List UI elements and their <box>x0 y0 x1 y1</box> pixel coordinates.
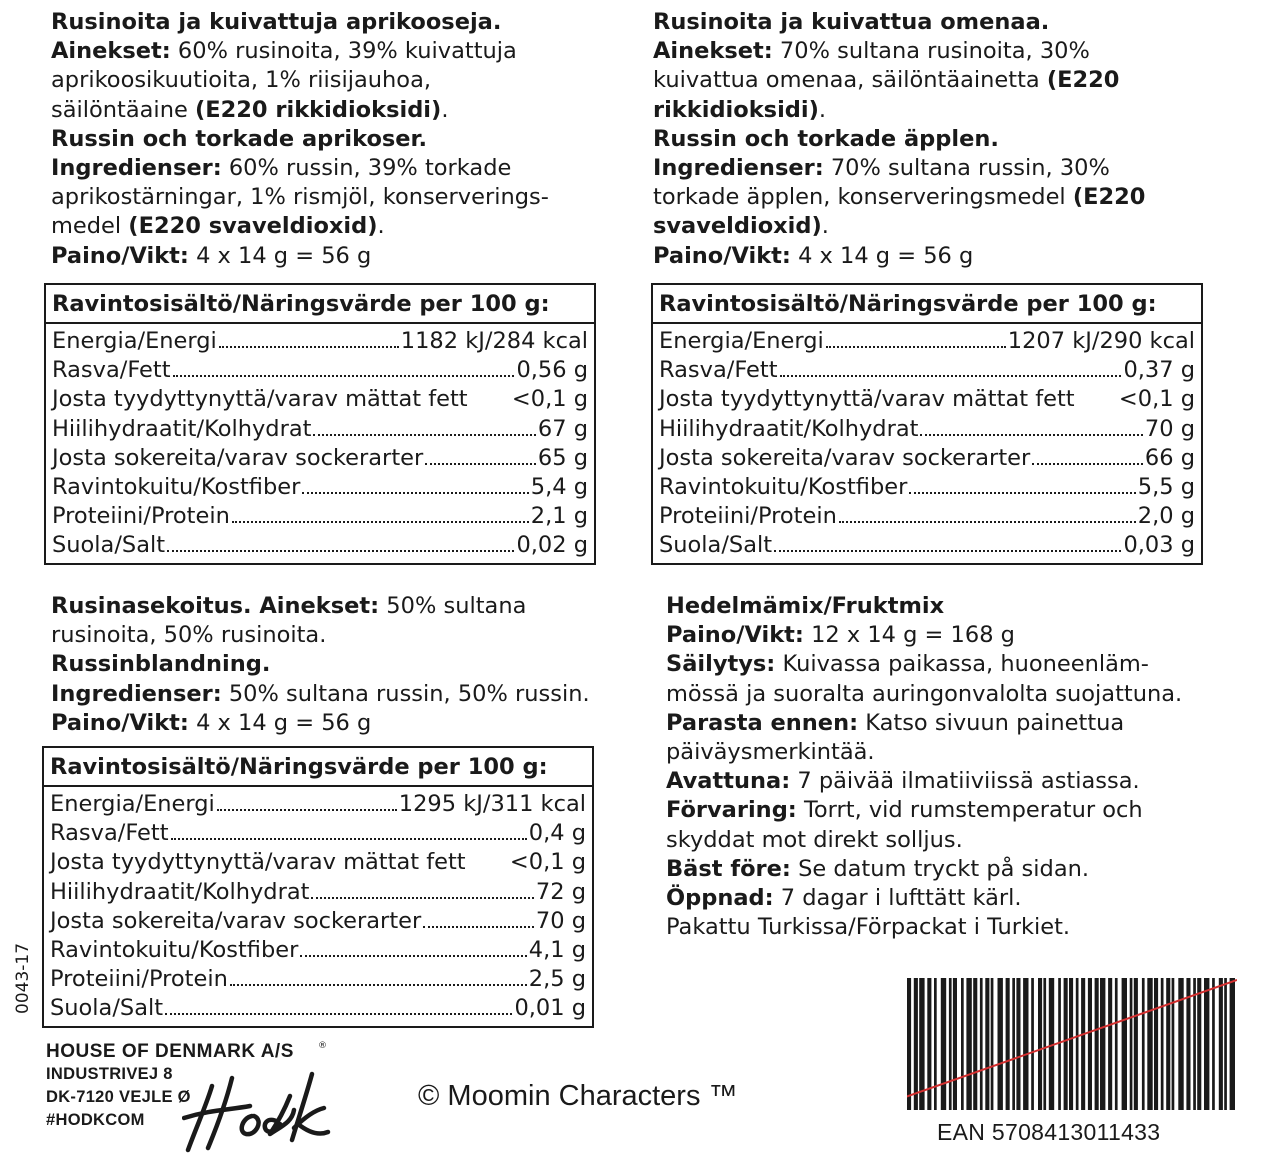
punct: . <box>441 96 449 123</box>
barcode-bar <box>1204 978 1209 1110</box>
nutrition-row-saturated <box>52 385 588 414</box>
nutrient-value: 0,4 g <box>528 820 586 847</box>
barcode-bar <box>1130 978 1133 1110</box>
dot-leader <box>774 550 1121 552</box>
storage-text: mössä ja suoralta auringonvalolta suojattuna. <box>666 680 1183 707</box>
best-before-text: Se datum tryckt på sidan. <box>790 855 1090 882</box>
ingredients-text: 60% rusinoita, 39% kuivattuja <box>170 38 517 65</box>
additive: svaveldioxid) <box>653 213 822 240</box>
ingredients-text: 50% sultana russin, 50% russin. <box>221 680 590 707</box>
barcode-bar <box>991 978 994 1110</box>
nutrition-heading: Ravintosisältö/Näringsvärde per 100 g: <box>44 748 592 787</box>
barcode-bar <box>941 978 946 1110</box>
ingredients-text: 60% russin, 39% torkade <box>221 155 512 182</box>
ingredients-text: kuivattua omenaa, säilöntäainetta <box>653 67 1047 94</box>
nutrition-row-salt <box>52 531 588 560</box>
dot-leader <box>219 346 399 348</box>
nutrition-row-carbs <box>50 878 586 907</box>
barcode-bar <box>1038 978 1042 1110</box>
best-before-label: Bäst före: <box>666 855 791 882</box>
barcode-bar <box>1031 978 1034 1110</box>
ingredients-label: Ainekset: <box>653 38 773 65</box>
barcode-bar <box>1134 978 1138 1110</box>
barcode-bar <box>973 978 977 1110</box>
nutrition-row-saturated <box>659 385 1195 414</box>
nutrient-label: Rasva/Fett <box>52 357 171 384</box>
address-line: INDUSTRIVEJ 8 <box>46 1065 173 1083</box>
nutrient-value: 72 g <box>535 878 586 905</box>
nutrient-value: 2,5 g <box>528 966 586 993</box>
company-name: HOUSE OF DENMARK A/S <box>46 1041 294 1062</box>
nutrition-row-saturated <box>50 848 586 877</box>
storage-text: Kuivassa paikassa, huoneenläm- <box>775 651 1149 678</box>
dot-leader <box>423 926 534 928</box>
fruitmix-info <box>666 592 1236 942</box>
dot-leader <box>425 463 536 465</box>
nutrition-heading: Ravintosisältö/Näringsvärde per 100 g: <box>46 285 594 324</box>
weight-value: 4 x 14 g = 56 g <box>790 242 974 269</box>
barcode-bar <box>934 978 937 1110</box>
apricot-product-text <box>51 8 591 271</box>
nutrient-label: Josta sokereita/varav sockerarter <box>52 444 424 471</box>
barcode-bar <box>1147 978 1152 1110</box>
barcode-bar <box>1166 978 1170 1110</box>
barcode-bar <box>1178 978 1183 1110</box>
additive: (E220 rikkidioksidi) <box>194 96 442 123</box>
nutrition-row-salt <box>659 531 1195 560</box>
weight-label: Paino/Vikt: <box>51 242 189 269</box>
nutrition-row-carbs <box>659 415 1195 444</box>
nutrient-value: 0,02 g <box>516 532 588 559</box>
nutrient-value: 0,03 g <box>1123 532 1195 559</box>
barcode-bar <box>1230 978 1235 1110</box>
barcode-bar <box>1212 978 1215 1110</box>
packed-in-text: Pakattu Turkissa/Förpackat i Turkiet. <box>666 914 1071 941</box>
fruitmix-title: Hedelmämix/Fruktmix <box>666 593 945 619</box>
nutrition-table-raisin-mix <box>42 746 594 1028</box>
ingredients-text: säilöntäaine <box>51 96 195 123</box>
nutrient-value: 0,56 g <box>516 357 588 384</box>
nutrient-label: Ravintokuitu/Kostfiber <box>52 473 301 500</box>
barcode-bar <box>927 978 931 1110</box>
barcode-bar <box>1219 978 1223 1110</box>
nutrient-label: Energia/Energi <box>50 791 215 817</box>
dot-leader <box>909 492 1135 494</box>
weight-value: 12 x 14 g = 168 g <box>803 622 1015 649</box>
ean-barcode <box>907 978 1237 1113</box>
punct: . <box>818 96 827 123</box>
nutrient-label: Energia/Energi <box>52 328 217 354</box>
apple-sv-title: Russin och torkade äpplen. <box>653 125 999 152</box>
opened-text: 7 päivää ilmatiiviissä astiassa. <box>790 768 1140 795</box>
barcode-bar <box>1108 978 1112 1110</box>
nutrition-row-fat <box>50 819 586 848</box>
hashtag: #HODKCOM <box>46 1111 145 1129</box>
opened-label: Öppnad: <box>666 885 774 912</box>
nutrient-value: 5,5 g <box>1137 473 1195 500</box>
weight-value: 4 x 14 g = 56 g <box>188 242 372 269</box>
dot-leader <box>217 809 397 811</box>
ingredients-label: Ingredienser: <box>51 155 222 182</box>
additive: rikkidioksidi) <box>653 96 819 123</box>
dot-leader <box>232 521 529 523</box>
barcode-bar <box>907 978 911 1110</box>
nutrient-label: Suola/Salt <box>659 532 773 559</box>
nutrition-row-energy <box>52 327 588 356</box>
nutrient-value: 0,01 g <box>514 995 586 1022</box>
raisin-mix-title: Rusinasekoitus. <box>51 593 252 619</box>
barcode-bar <box>1043 978 1046 1110</box>
nutrient-label: Josta sokereita/varav sockerarter <box>659 444 1031 471</box>
nutrition-row-protein <box>659 502 1195 531</box>
nutrient-label: Josta tyydyttynyttä/varav mättat fett <box>50 849 466 876</box>
nutrient-value: 66 g <box>1144 444 1195 471</box>
product-code: 0043-17 <box>13 942 33 1014</box>
nutrition-row-fat <box>52 356 588 385</box>
dot-leader <box>839 521 1136 523</box>
dot-leader <box>1032 463 1143 465</box>
opened-text: 7 dagar i lufttätt kärl. <box>773 885 1022 912</box>
nutrition-row-fibre <box>659 473 1195 502</box>
barcode-bar <box>961 978 964 1110</box>
best-before-text: päiväysmerkintää. <box>666 739 875 766</box>
dot-leader <box>167 550 514 552</box>
nutrient-value: 2,1 g <box>530 503 588 530</box>
ingredients-label: Ingredienser: <box>653 155 824 182</box>
nutrition-row-energy <box>50 790 586 819</box>
nutrition-row-protein <box>52 502 588 531</box>
dot-leader <box>826 346 1006 348</box>
storage-text: skyddat mot direkt solljus. <box>666 826 963 853</box>
additive: (E220 <box>1072 184 1146 211</box>
nutrition-row-fibre <box>52 473 588 502</box>
apple-title: Rusinoita ja kuivattua omenaa. <box>653 9 1050 35</box>
barcode-bar <box>1193 978 1196 1110</box>
nutrient-label: Josta tyydyttynyttä/varav mättat fett <box>52 386 468 413</box>
nutrient-label: Proteiini/Protein <box>50 966 228 993</box>
barcode-bar <box>1172 978 1175 1110</box>
nutrient-value: <0,1 g <box>509 849 586 876</box>
nutrition-rows <box>653 324 1201 561</box>
weight-label: Paino/Vikt: <box>666 622 804 649</box>
barcode-bar <box>1224 978 1227 1110</box>
nutrient-value: 1295 kJ/311 kcal <box>398 791 586 817</box>
nutrition-rows <box>44 787 592 1024</box>
raisin-mix-product-text <box>51 592 611 738</box>
raisin-mix-sv-title: Russinblandning. <box>51 651 271 678</box>
barcode-bar <box>1115 978 1118 1110</box>
dot-leader <box>165 1013 512 1015</box>
punct: . <box>377 213 385 240</box>
nutrient-label: Hiilihydraatit/Kolhydrat <box>52 415 312 442</box>
nutrient-label: Suola/Salt <box>50 995 164 1022</box>
nutrition-heading: Ravintosisältö/Näringsvärde per 100 g: <box>653 285 1201 324</box>
dot-leader <box>171 838 527 840</box>
dot-leader <box>311 897 533 899</box>
nutrient-label: Hiilihydraatit/Kolhydrat <box>50 878 310 905</box>
ingredients-label: Ainekset: <box>251 593 380 619</box>
address-line: DK-7120 VEJLE Ø <box>46 1088 191 1106</box>
ingredients-text: torkade äpplen, konserveringsmedel <box>653 184 1073 211</box>
barcode-bar <box>1197 978 1201 1110</box>
barcode-bar <box>1122 978 1127 1110</box>
barcode-bar <box>1088 978 1092 1110</box>
nutrient-label: Energia/Energi <box>659 328 824 354</box>
best-before-text: Katso sivuun painettua <box>858 709 1125 736</box>
best-before-label: Parasta ennen: <box>666 709 859 736</box>
weight-label: Paino/Vikt: <box>653 242 791 269</box>
nutrient-label: Josta tyydyttynyttä/varav mättat fett <box>659 386 1075 413</box>
copyright-notice: © Moomin Characters ™ <box>418 1080 738 1112</box>
ingredients-text: aprikostärningar, 1% rismjöl, konserverings- <box>51 184 549 211</box>
nutrient-label: Ravintokuitu/Kostfiber <box>659 473 908 500</box>
barcode-bar <box>1161 978 1164 1110</box>
additive: (E220 <box>1046 67 1120 94</box>
barcode-bar <box>914 978 918 1110</box>
dot-leader <box>230 984 527 986</box>
punct: . <box>821 213 829 240</box>
registered-mark: ® <box>318 1041 327 1051</box>
nutrient-label: Ravintokuitu/Kostfiber <box>50 936 299 963</box>
nutrition-table-apricot <box>44 283 596 565</box>
barcode-bar <box>1069 978 1073 1110</box>
apple-product-text <box>653 8 1213 271</box>
dot-leader <box>313 434 535 436</box>
ean-number: EAN 5708413011433 <box>937 1119 1161 1145</box>
weight-label: Paino/Vikt: <box>51 709 189 736</box>
dot-leader <box>300 955 526 957</box>
ingredients-text: aprikoosikuutioita, 1% riisijauhoa, <box>51 67 432 94</box>
dot-leader <box>173 375 515 377</box>
barcode-bar <box>953 978 957 1110</box>
storage-label: Förvaring: <box>666 797 797 824</box>
nutrient-value: 0,37 g <box>1123 357 1195 384</box>
nutrient-value: 4,1 g <box>528 936 586 963</box>
barcode-bar <box>1142 978 1145 1110</box>
opened-label: Avattuna: <box>666 768 791 795</box>
nutrition-row-fibre <box>50 936 586 965</box>
nutrient-label: Rasva/Fett <box>659 357 778 384</box>
nutrition-table-apple <box>651 283 1203 565</box>
ingredients-text: medel <box>51 213 129 240</box>
nutrition-row-sugars <box>659 444 1195 473</box>
nutrition-row-sugars <box>52 444 588 473</box>
barcode-bar <box>985 978 989 1110</box>
barcode-bar <box>1095 978 1099 1110</box>
barcode-bar <box>1081 978 1085 1110</box>
nutrient-label: Suola/Salt <box>52 532 166 559</box>
barcode-bar <box>1154 978 1158 1110</box>
barcode-bar <box>998 978 1003 1110</box>
nutrient-label: Proteiini/Protein <box>52 503 230 530</box>
ingredients-text: 70% sultana russin, 30% <box>823 155 1110 182</box>
barcode-bar <box>1064 978 1068 1110</box>
ingredients-label: Ingredienser: <box>51 680 222 707</box>
storage-text: Torrt, vid rumstemperatur och <box>796 797 1143 824</box>
hodk-signature-logo <box>182 1066 332 1156</box>
apricot-sv-title: Russin och torkade aprikoser. <box>51 125 427 152</box>
dot-leader <box>780 375 1122 377</box>
additive: (E220 svaveldioxid) <box>128 213 378 240</box>
barcode-bar <box>966 978 971 1110</box>
nutrient-value: 65 g <box>537 444 588 471</box>
nutrition-row-protein <box>50 965 586 994</box>
nutrient-value: <0,1 g <box>1118 386 1195 413</box>
nutrition-row-carbs <box>52 415 588 444</box>
barcode-bar <box>1012 978 1015 1110</box>
apricot-title: Rusinoita ja kuivattuja aprikooseja. <box>51 9 502 35</box>
nutrient-label: Rasva/Fett <box>50 820 169 847</box>
storage-label: Säilytys: <box>666 651 776 678</box>
ingredients-text: 50% sultana <box>379 593 527 619</box>
nutrient-label: Proteiini/Protein <box>659 503 837 530</box>
nutrient-label: Hiilihydraatit/Kolhydrat <box>659 415 919 442</box>
barcode-bar <box>1016 978 1020 1110</box>
nutrient-label: Josta sokereita/varav sockerarter <box>50 907 422 934</box>
barcode-bar <box>1023 978 1028 1110</box>
nutrition-row-sugars <box>50 907 586 936</box>
nutrient-value: 67 g <box>537 415 588 442</box>
ingredients-text: 70% sultana rusinoita, 30% <box>772 38 1090 65</box>
nutrient-value: <0,1 g <box>511 386 588 413</box>
nutrition-rows <box>46 324 594 561</box>
nutrient-value: 70 g <box>1144 415 1195 442</box>
nutrition-row-salt <box>50 994 586 1023</box>
nutrition-row-fat <box>659 356 1195 385</box>
nutrient-value: 1207 kJ/290 kcal <box>1007 328 1195 354</box>
nutrient-value: 5,4 g <box>530 473 588 500</box>
weight-value: 4 x 14 g = 56 g <box>188 709 372 736</box>
barcode-bar <box>1100 978 1105 1110</box>
nutrition-row-energy <box>659 327 1195 356</box>
nutrient-value: 1182 kJ/284 kcal <box>400 328 588 354</box>
barcode-bar <box>1006 978 1010 1110</box>
dot-leader <box>920 434 1142 436</box>
nutrient-value: 2,0 g <box>1137 503 1195 530</box>
ingredients-text: rusinoita, 50% rusinoita. <box>51 622 327 649</box>
ingredients-label: Ainekset: <box>51 38 171 65</box>
dot-leader <box>302 492 528 494</box>
barcode-bar <box>949 978 952 1110</box>
barcode-bar <box>980 978 983 1110</box>
barcode-bar <box>1076 978 1079 1110</box>
nutrient-value: 70 g <box>535 907 586 934</box>
